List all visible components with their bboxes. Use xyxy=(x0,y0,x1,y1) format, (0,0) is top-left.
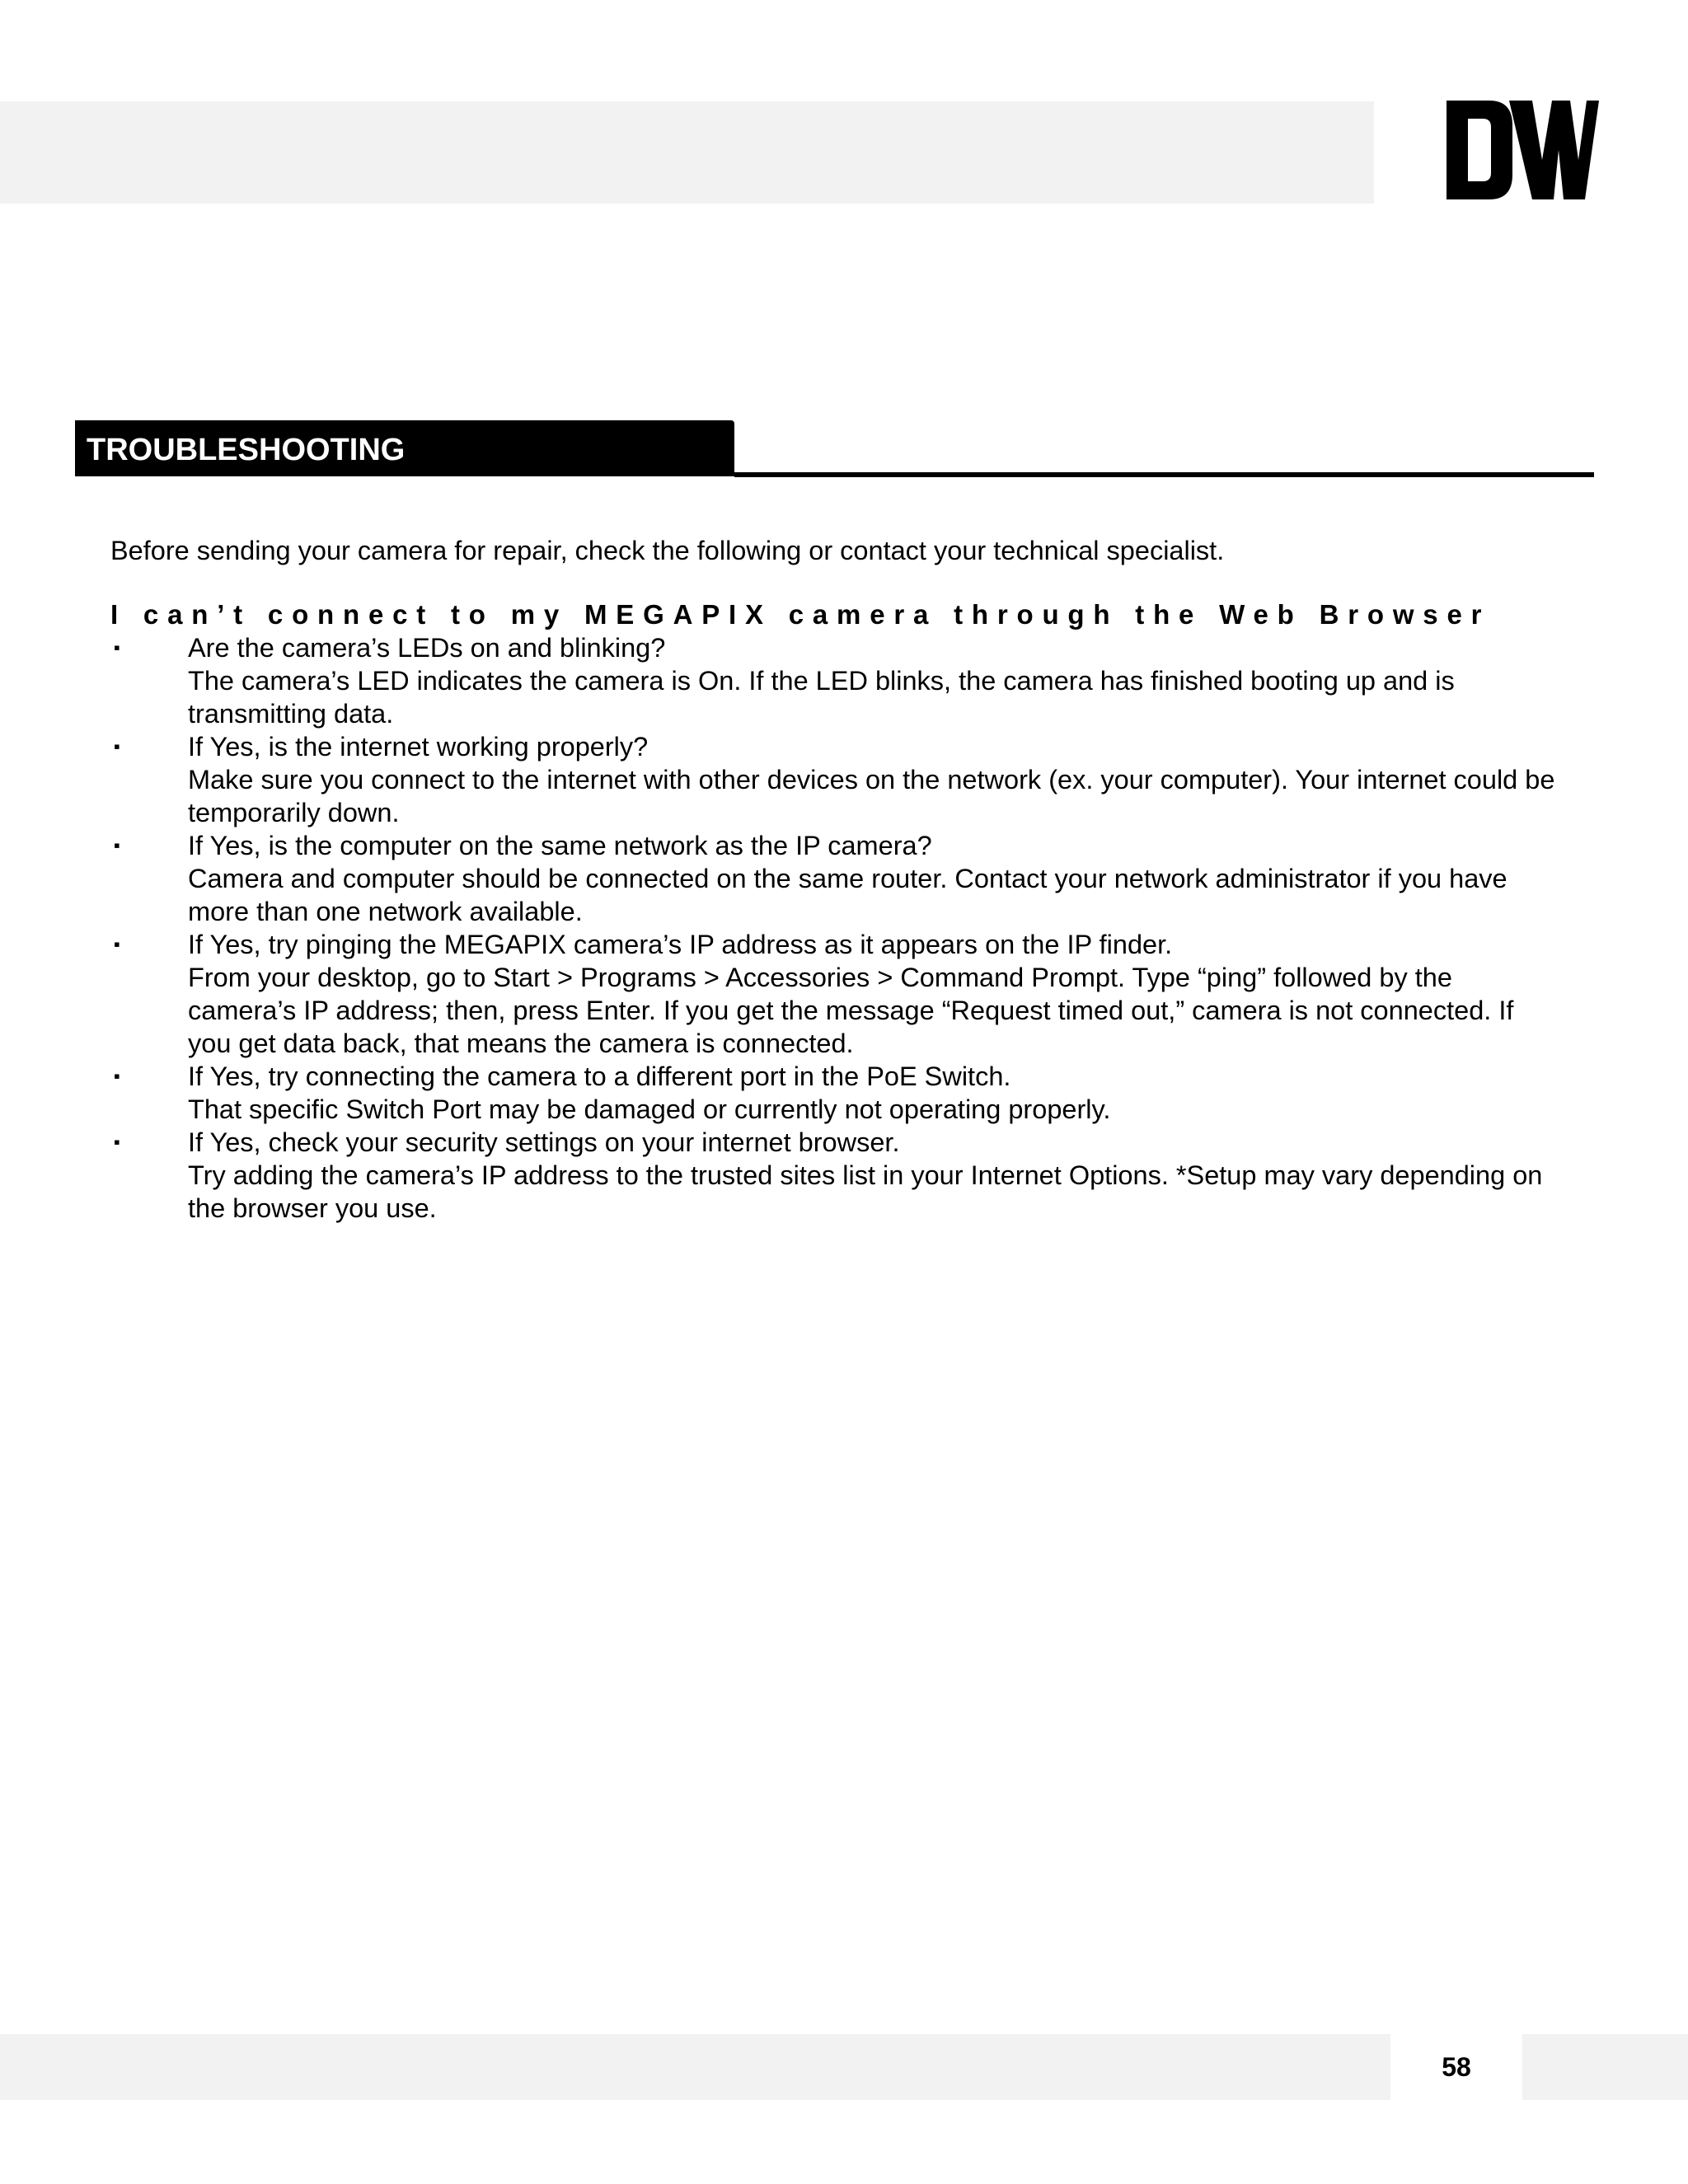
item-question: If Yes, try connecting the camera to a different port in the PoE Switch. xyxy=(188,1062,1011,1091)
list-item xyxy=(110,829,1561,928)
page-number: 58 xyxy=(1442,2052,1471,2082)
item-answer: Make sure you connect to the internet with other devices on the network (ex. your computer). Your internet could be temporarily down. xyxy=(188,765,1555,827)
dw-logo-graphic xyxy=(1447,101,1599,199)
item-question: Are the camera’s LEDs on and blinking? xyxy=(188,633,666,663)
section-title: TROUBLESHOOTING xyxy=(75,420,734,476)
item-answer: That specific Switch Port may be damaged or currently not operating properly. xyxy=(188,1094,1111,1124)
footer-band-right xyxy=(1522,2034,1688,2100)
list-item xyxy=(110,730,1561,829)
list-item xyxy=(110,928,1561,1060)
item-question: If Yes, check your security settings on your internet browser. xyxy=(188,1127,900,1157)
item-question: If Yes, is the internet working properly? xyxy=(188,732,649,762)
item-question: If Yes, try pinging the MEGAPIX camera’s IP address as it appears on the IP finder. xyxy=(188,930,1173,959)
page-content xyxy=(110,534,1561,1225)
item-question: If Yes, is the computer on the same network as the IP camera? xyxy=(188,831,932,860)
item-answer: From your desktop, go to Start > Programs > Accessories > Command Prompt. Type “ping” followed by the camera’s IP address; then, press Enter. If you get the message “Request timed out,” camera is not connected. If you get data back, that means the camera is connected. xyxy=(188,963,1514,1058)
bullet-icon: ▪ xyxy=(114,1132,120,1152)
header-band xyxy=(0,101,1374,204)
dw-logo xyxy=(1447,101,1599,199)
footer-band-left xyxy=(0,2034,1390,2100)
bullet-icon: ▪ xyxy=(114,637,120,658)
item-answer: Camera and computer should be connected on the same router. Contact your network administrator if you have more than one network available. xyxy=(188,864,1507,926)
bullet-icon: ▪ xyxy=(114,736,120,757)
intro-text: Before sending your camera for repair, check the following or contact your technical specialist. xyxy=(110,536,1225,565)
list-item xyxy=(110,1126,1561,1225)
item-answer: The camera’s LED indicates the camera is On. If the LED blinks, the camera has finished booting up and is transmitting data. xyxy=(188,666,1455,729)
subheading: I can’t connect to my MEGAPIX camera through the Web Browser xyxy=(110,599,1491,630)
item-answer: Try adding the camera’s IP address to the trusted sites list in your Internet Options. *Setup may vary depending on the browser you use. xyxy=(188,1160,1543,1223)
section-rule xyxy=(734,472,1594,477)
list-item xyxy=(110,1060,1561,1126)
bullet-icon: ▪ xyxy=(114,1066,120,1086)
bullet-icon: ▪ xyxy=(114,835,120,855)
troubleshooting-list xyxy=(110,631,1561,1225)
bullet-icon: ▪ xyxy=(114,934,120,954)
list-item xyxy=(110,631,1561,730)
